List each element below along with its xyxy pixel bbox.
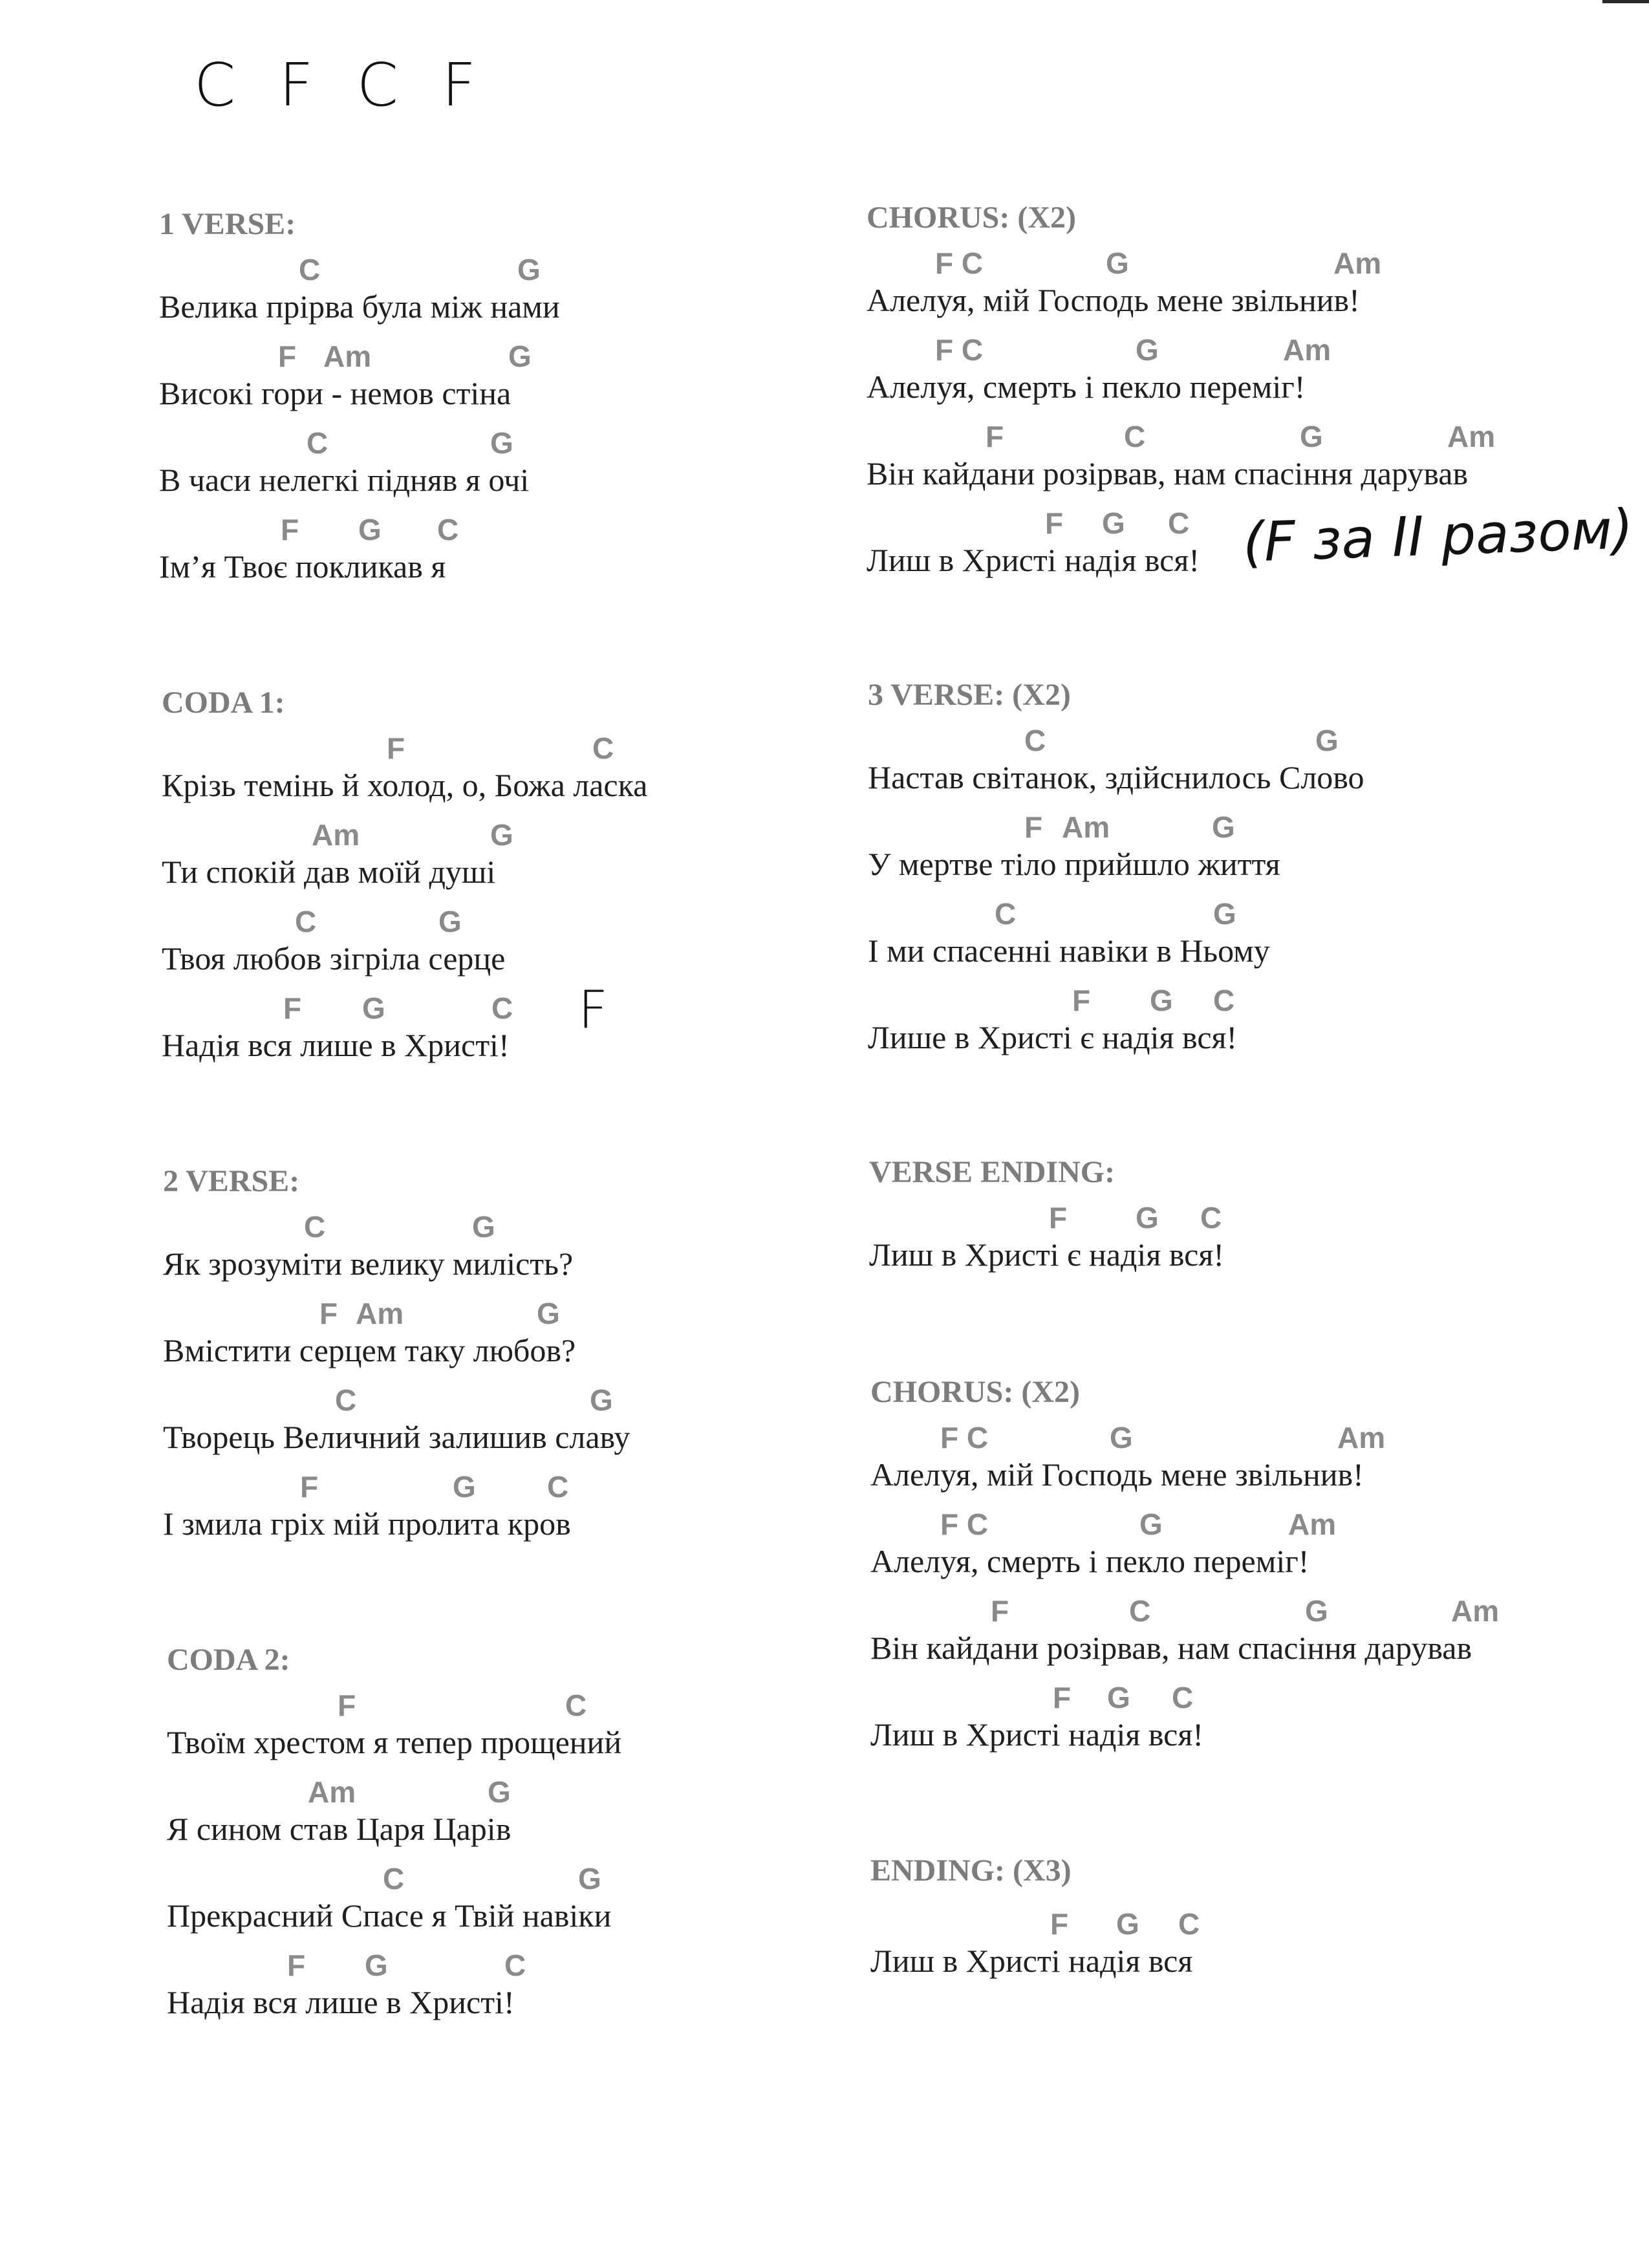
- chord-row: [162, 896, 647, 939]
- chord: G: [1300, 420, 1323, 453]
- section-heading: 2 VERSE:: [163, 1164, 300, 1198]
- chord-row: [867, 411, 1496, 454]
- chord: F: [986, 420, 1004, 453]
- lyric-line: Я сином став Царя Царів: [167, 1811, 512, 1847]
- lyric-line: Алелуя, смерть і пекло переміг!: [870, 1543, 1310, 1579]
- chord: C: [437, 513, 459, 546]
- chord-row: [869, 1193, 1224, 1235]
- chord: G: [472, 1210, 495, 1244]
- chord-row: [870, 1899, 1200, 1941]
- chord: Am: [312, 818, 360, 852]
- chord-row: [870, 1412, 1472, 1455]
- chord-row: [159, 244, 560, 287]
- chord: G: [365, 1949, 388, 1982]
- chord: F: [283, 991, 302, 1025]
- chord: F: [287, 1949, 306, 1982]
- lyric-line: Лише в Христі є надія вся!: [868, 1019, 1238, 1055]
- chord: G: [1136, 333, 1159, 367]
- chord: G: [1150, 984, 1173, 1017]
- chord-row: [167, 1940, 621, 1983]
- chord: G: [1212, 810, 1235, 844]
- chord-row: [163, 1202, 630, 1244]
- chord: C: [335, 1383, 357, 1417]
- lyric-line: Твоя любов зігріла серце: [162, 940, 506, 977]
- chord: G: [1106, 246, 1129, 280]
- chord: C: [592, 731, 614, 765]
- chord: F C: [940, 1421, 989, 1454]
- chord: C: [547, 1470, 569, 1504]
- chord: G: [1139, 1507, 1163, 1541]
- lyric-line: Прекрасний Спасе я Твій навіки: [167, 1897, 612, 1934]
- handwritten-chorus-note: (F за ІІ разом): [1242, 497, 1635, 574]
- chord-row: [868, 889, 1364, 931]
- chord-row: [870, 1499, 1472, 1542]
- chord: F: [387, 731, 405, 765]
- section-verse2: [163, 1161, 630, 1548]
- chord-row: [868, 975, 1364, 1018]
- chord: F: [1045, 506, 1064, 540]
- chord: Am: [356, 1297, 404, 1330]
- chord: G: [1116, 1907, 1139, 1941]
- lyric-line: Лиш в Христі надія вся!: [867, 542, 1200, 578]
- chord: G: [358, 513, 382, 546]
- chord: G: [453, 1470, 476, 1504]
- chord: F: [1072, 984, 1091, 1017]
- lyric-line: Надія вся лише в Христі!: [162, 1027, 510, 1063]
- chord-row: [867, 325, 1468, 367]
- chord: C: [295, 905, 317, 938]
- chord-row: [163, 1288, 630, 1331]
- section-heading: 3 VERSE: (X2): [868, 678, 1071, 712]
- chord: C: [1024, 724, 1046, 757]
- chord: C: [1124, 420, 1146, 453]
- lyric-line: Алелуя, мій Господь мене звільнив!: [867, 282, 1360, 318]
- chord: G: [537, 1297, 560, 1330]
- chord: G: [490, 818, 513, 852]
- lyric-line: Він кайдани розірвав, нам спасіння дарував: [867, 455, 1469, 491]
- lyric-line: Лиш в Христі надія вся: [870, 1943, 1193, 1979]
- chord: C: [491, 991, 513, 1025]
- chord: C: [299, 253, 321, 286]
- lyric-line: Надія вся лише в Христі!: [167, 1984, 515, 2020]
- lyric-line: Велика прірва була між нами: [159, 288, 560, 325]
- chord: F: [281, 513, 299, 546]
- lyric-line: І змила гріх мій пролита кров: [163, 1506, 571, 1542]
- lyric-line: Ім’я Твоє покликав я: [159, 548, 446, 585]
- chord: Am: [1337, 1421, 1386, 1454]
- chord: Am: [323, 340, 372, 373]
- lyric-line: Лиш в Христі є надія вся!: [869, 1237, 1224, 1273]
- chord: F: [319, 1297, 338, 1330]
- chord: C: [383, 1862, 405, 1895]
- chord: C: [1213, 984, 1235, 1017]
- chord-row: [163, 1462, 630, 1504]
- lyric-line: Настав світанок, здійснилось Слово: [868, 759, 1364, 795]
- chord-row: [167, 1767, 621, 1809]
- chord-row: [868, 802, 1364, 845]
- section-heading: CODA 2:: [167, 1643, 290, 1677]
- section-ending: [870, 1851, 1200, 1985]
- chord: C: [1172, 1681, 1194, 1714]
- chord-row: [159, 504, 560, 547]
- chord: G: [1305, 1594, 1328, 1628]
- chord: G: [362, 991, 385, 1025]
- lyric-line: Алелуя, смерть і пекло переміг!: [867, 369, 1306, 405]
- lyric-line: Лиш в Христі надія вся!: [870, 1716, 1204, 1753]
- chord-row: [162, 983, 647, 1026]
- lyric-line: Як зрозуміти велику милість?: [163, 1246, 574, 1282]
- section-verse-ending: [869, 1152, 1224, 1279]
- chord: C: [995, 897, 1017, 931]
- chord: G: [438, 905, 462, 938]
- chord-row: [868, 715, 1364, 758]
- chord: C: [1200, 1201, 1222, 1235]
- lyric-line: В часи нелегкі підняв я очі: [159, 462, 530, 498]
- chord-row: [870, 1586, 1500, 1628]
- chord-row: [162, 723, 647, 766]
- chord-row: [167, 1853, 621, 1896]
- chord: F: [1024, 810, 1043, 844]
- section-coda1: [162, 683, 647, 1070]
- section-heading: CHORUS: (X2): [867, 200, 1076, 235]
- lyric-line: І ми спасенні навіки в Ньому: [868, 933, 1270, 969]
- lyric-line: Твоїм хрестом я тепер прощений: [167, 1724, 622, 1760]
- chord: Am: [308, 1775, 356, 1809]
- lyric-line: Ти спокій дав моїй душі: [162, 854, 496, 890]
- chord: Am: [1062, 810, 1110, 844]
- chord: G: [488, 1775, 511, 1809]
- chord: G: [590, 1383, 613, 1417]
- chord: F: [991, 1594, 1009, 1628]
- section-verse1: [159, 204, 560, 591]
- handwritten-coda-chord: F: [578, 980, 609, 1040]
- lyric-line: Вмістити серцем таку любов?: [163, 1332, 576, 1368]
- chord: F: [278, 340, 297, 373]
- section-heading: 1 VERSE:: [159, 207, 296, 241]
- chord: C: [1168, 506, 1190, 540]
- chord: F C: [935, 246, 984, 280]
- lyric-line: У мертве тіло прийшло життя: [868, 846, 1280, 882]
- chord: C: [1178, 1907, 1200, 1941]
- section-heading: ENDING: (X3): [870, 1853, 1072, 1888]
- section-chorus2: [870, 1372, 1500, 1759]
- chord: F C: [940, 1507, 989, 1541]
- chord-row: [867, 238, 1468, 281]
- chord: C: [307, 426, 329, 460]
- lyric-line: Високі гори - немов стіна: [159, 375, 512, 411]
- chord: F: [1053, 1681, 1072, 1714]
- lyric-line: Творець Величний залишив славу: [163, 1419, 630, 1455]
- chord: Am: [1447, 420, 1496, 453]
- chord: F: [1049, 1201, 1068, 1235]
- chord-row: [162, 810, 647, 852]
- chord: Am: [1283, 333, 1331, 367]
- section-coda2: [167, 1640, 621, 2027]
- chord-row: [870, 1672, 1472, 1715]
- chord-row: [159, 331, 560, 374]
- chord: G: [508, 340, 532, 373]
- chord: Am: [1333, 246, 1382, 280]
- handwritten-top-chords: C F C F: [194, 50, 477, 120]
- chord: G: [578, 1862, 601, 1895]
- chord: C: [304, 1210, 326, 1244]
- chord: Am: [1451, 1594, 1500, 1628]
- section-heading: CODA 1:: [162, 686, 285, 720]
- lyric-line: Крізь темінь й холод, о, Божа ласка: [162, 767, 648, 803]
- chord: C: [504, 1949, 526, 1982]
- chord: Am: [1288, 1507, 1337, 1541]
- section-heading: VERSE ENDING:: [869, 1155, 1116, 1189]
- chord: G: [1136, 1201, 1159, 1235]
- lyric-line: Алелуя, мій Господь мене звільнив!: [870, 1456, 1364, 1493]
- chord: G: [517, 253, 541, 286]
- chord-row: [167, 1680, 621, 1723]
- chord: F C: [935, 333, 984, 367]
- chord: G: [490, 426, 513, 460]
- chord: C: [1129, 1594, 1151, 1628]
- chord: G: [1107, 1681, 1130, 1714]
- scan-edge-mark: [1602, 0, 1649, 3]
- chord: F: [300, 1470, 319, 1504]
- chord-row: [159, 418, 560, 460]
- chord-row: [163, 1375, 630, 1418]
- lyric-line: Він кайдани розірвав, нам спасіння дарував: [870, 1630, 1472, 1666]
- chord: G: [1213, 897, 1236, 931]
- chord: C: [565, 1689, 587, 1722]
- chord: G: [1102, 506, 1125, 540]
- chord: G: [1315, 724, 1339, 757]
- chord: F: [338, 1689, 356, 1722]
- section-verse3: [868, 675, 1364, 1062]
- chord: G: [1110, 1421, 1133, 1454]
- section-heading: CHORUS: (X2): [870, 1375, 1080, 1409]
- chord: F: [1050, 1907, 1069, 1941]
